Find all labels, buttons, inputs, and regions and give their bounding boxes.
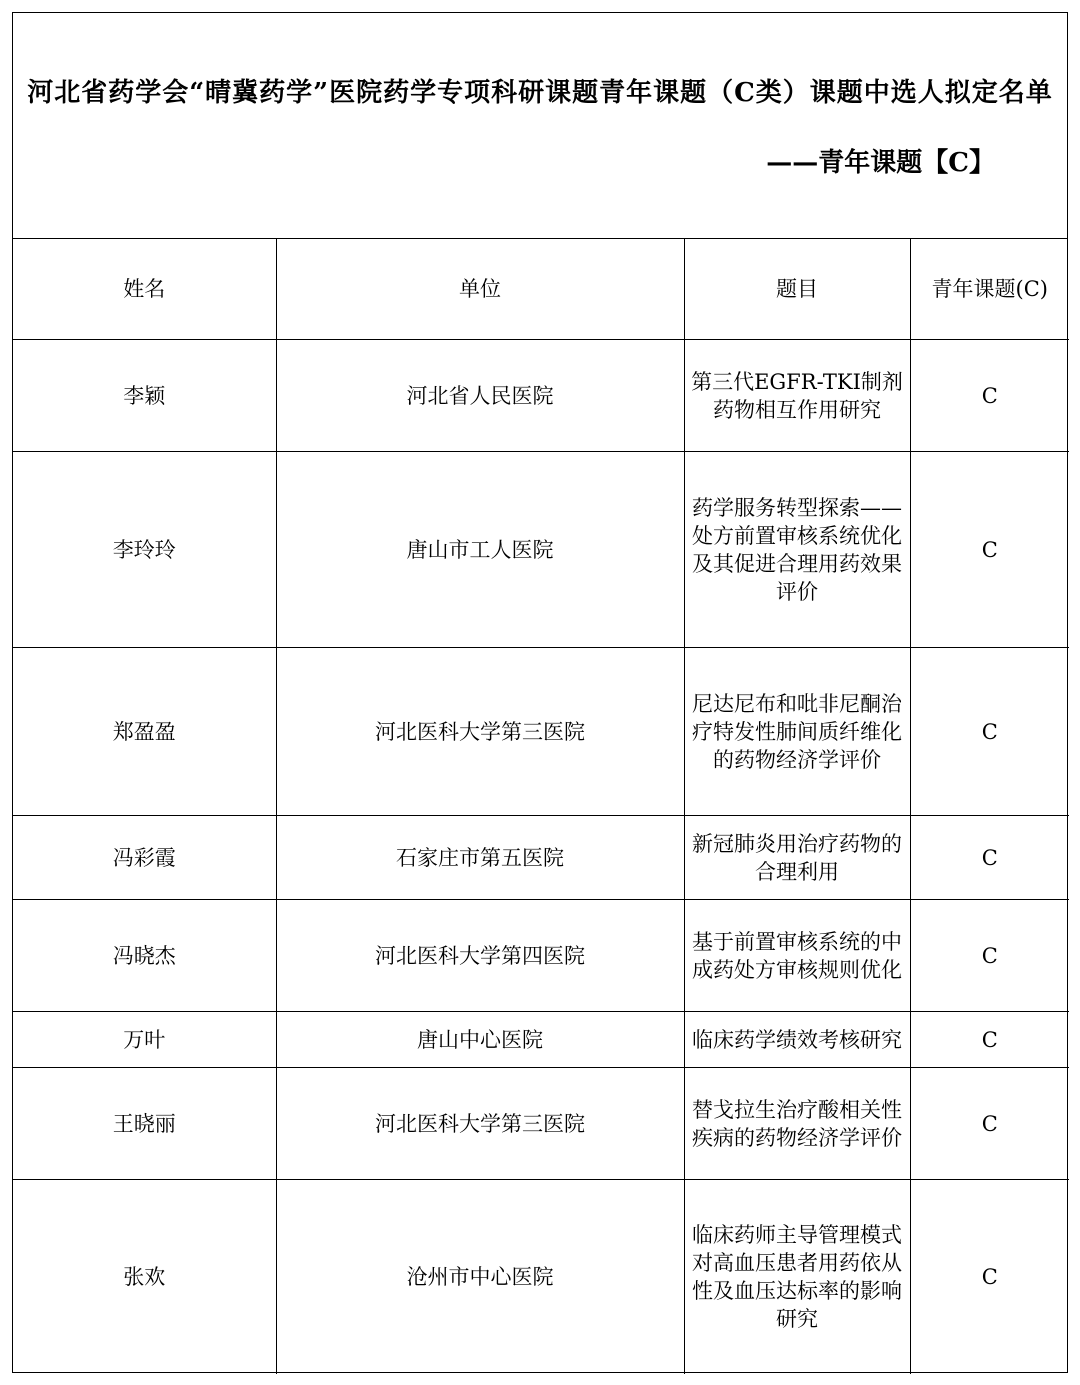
cell-grade: C bbox=[910, 648, 1069, 816]
table-row bbox=[13, 816, 1069, 900]
cell-unit: 河北医科大学第四医院 bbox=[276, 900, 684, 1012]
cell-unit: 河北医科大学第三医院 bbox=[276, 648, 684, 816]
table-row bbox=[13, 340, 1069, 452]
cell-name: 冯彩霞 bbox=[13, 816, 276, 900]
cell-topic: 临床药师主导管理模式对高血压患者用药依从性及血压达标率的影响研究 bbox=[684, 1180, 910, 1374]
table-row bbox=[13, 1012, 1069, 1068]
cell-topic: 临床药学绩效考核研究 bbox=[684, 1012, 910, 1068]
table-row bbox=[13, 1068, 1069, 1180]
cell-name: 郑盈盈 bbox=[13, 648, 276, 816]
table-row bbox=[13, 900, 1069, 1012]
cell-topic: 替戈拉生治疗酸相关性疾病的药物经济学评价 bbox=[684, 1068, 910, 1180]
document-subtitle: ——青年课题【C】 bbox=[766, 148, 995, 178]
cell-grade: C bbox=[910, 816, 1069, 900]
cell-grade: C bbox=[910, 1180, 1069, 1374]
cell-topic: 药学服务转型探索——处方前置审核系统优化及其促进合理用药效果评价 bbox=[684, 452, 910, 648]
cell-grade: C bbox=[910, 1068, 1069, 1180]
cell-grade: C bbox=[910, 1012, 1069, 1068]
cell-unit: 河北医科大学第三医院 bbox=[276, 1068, 684, 1180]
cell-name: 冯晓杰 bbox=[13, 900, 276, 1012]
cell-name: 张欢 bbox=[13, 1180, 276, 1374]
cell-unit: 唐山中心医院 bbox=[276, 1012, 684, 1068]
candidate-table bbox=[13, 239, 1069, 1374]
cell-unit: 唐山市工人医院 bbox=[276, 452, 684, 648]
header-unit: 单位 bbox=[276, 239, 684, 340]
cell-name: 王晓丽 bbox=[13, 1068, 276, 1180]
header-grade: 青年课题(C) bbox=[910, 239, 1069, 340]
cell-topic: 新冠肺炎用治疗药物的合理利用 bbox=[684, 816, 910, 900]
table-row bbox=[13, 648, 1069, 816]
header-name: 姓名 bbox=[13, 239, 276, 340]
cell-unit: 沧州市中心医院 bbox=[276, 1180, 684, 1374]
document-title: 河北省药学会“晴冀药学”医院药学专项科研课题青年课题（C类）课题中选人拟定名单 bbox=[27, 78, 1053, 108]
cell-grade: C bbox=[910, 340, 1069, 452]
cell-topic: 尼达尼布和吡非尼酮治疗特发性肺间质纤维化的药物经济学评价 bbox=[684, 648, 910, 816]
cell-name: 李玲玲 bbox=[13, 452, 276, 648]
cell-grade: C bbox=[910, 900, 1069, 1012]
table-row bbox=[13, 452, 1069, 648]
title-block bbox=[13, 13, 1067, 239]
table-row bbox=[13, 1180, 1069, 1374]
table-header-row bbox=[13, 239, 1069, 340]
cell-name: 李颖 bbox=[13, 340, 276, 452]
cell-grade: C bbox=[910, 452, 1069, 648]
cell-name: 万叶 bbox=[13, 1012, 276, 1068]
cell-topic: 第三代EGFR-TKI制剂药物相互作用研究 bbox=[684, 340, 910, 452]
cell-unit: 石家庄市第五医院 bbox=[276, 816, 684, 900]
cell-unit: 河北省人民医院 bbox=[276, 340, 684, 452]
cell-topic: 基于前置审核系统的中成药处方审核规则优化 bbox=[684, 900, 910, 1012]
header-topic: 题目 bbox=[684, 239, 910, 340]
document-sheet bbox=[12, 12, 1068, 1373]
